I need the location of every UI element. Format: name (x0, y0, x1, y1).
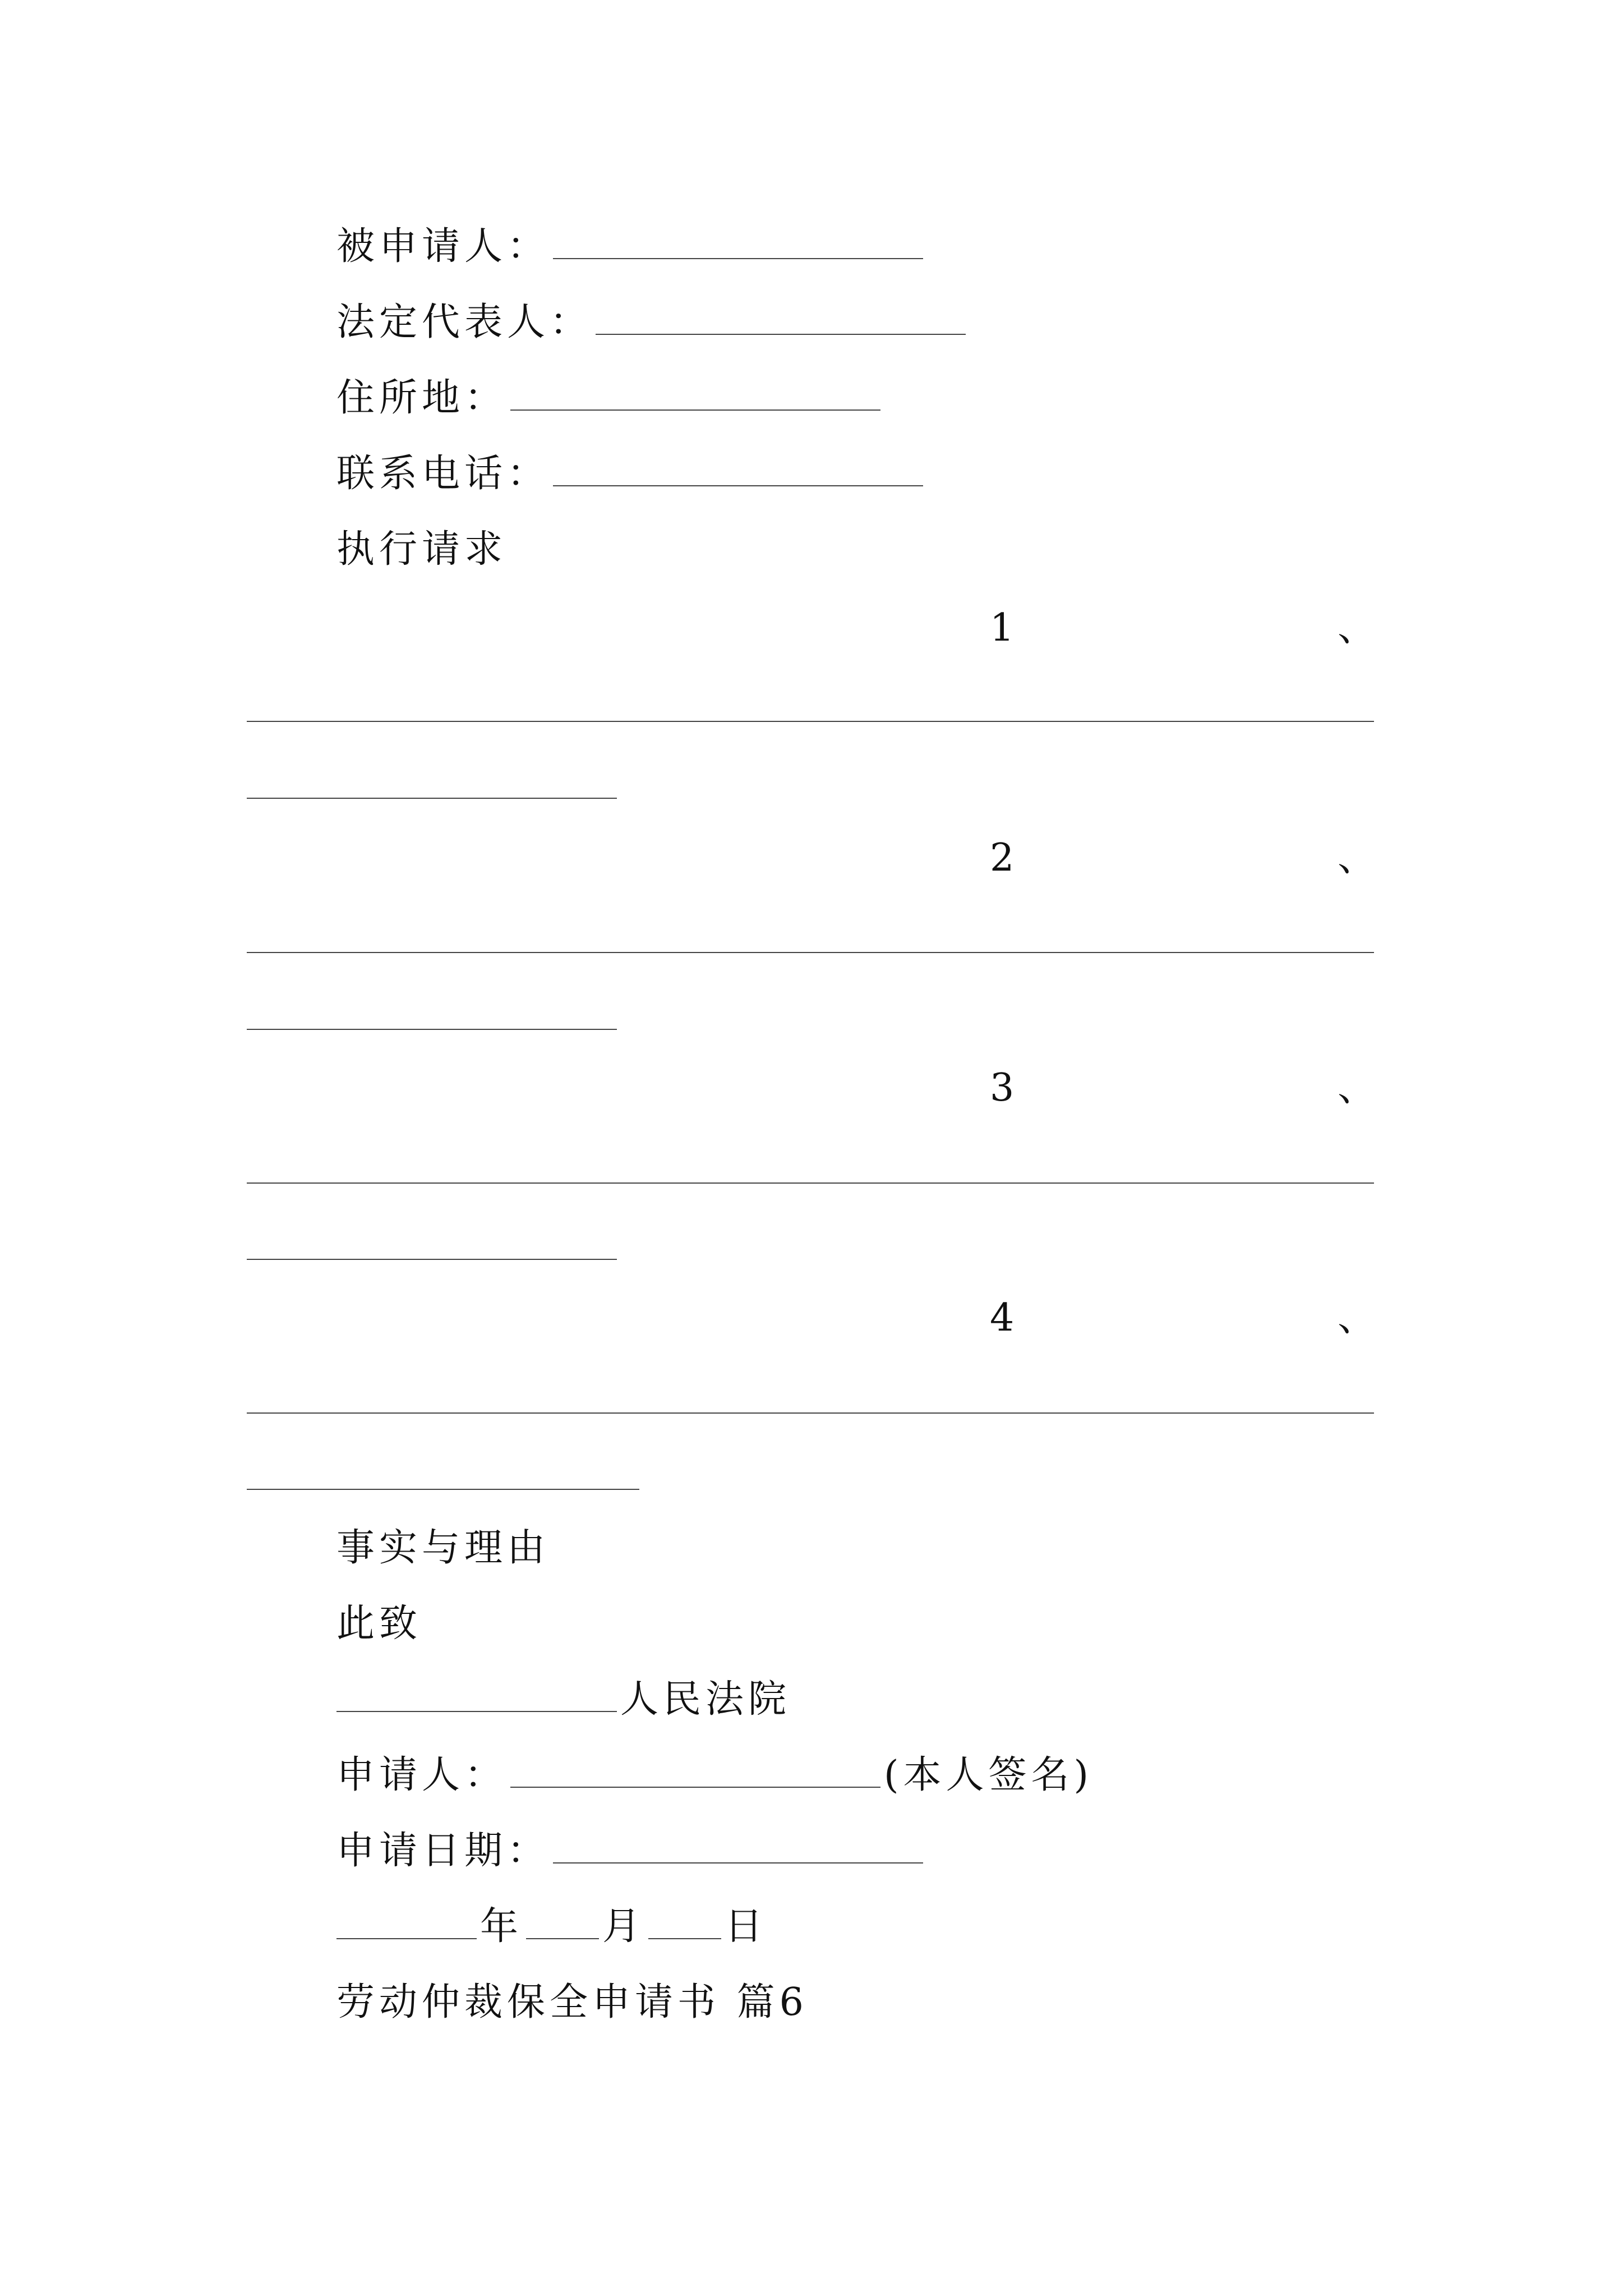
legal-rep-line (336, 297, 969, 348)
phone-blank (553, 452, 923, 486)
month-label: 月 (602, 1904, 645, 1949)
respondent-label: 被申请人： (336, 224, 550, 269)
request-separator: 、 (1338, 1296, 1376, 1340)
request-rule-full (247, 1412, 1374, 1414)
applicant-blank (510, 1753, 880, 1788)
respondent-blank (553, 224, 923, 259)
applicant-note: (本人签名) (884, 1753, 1094, 1797)
court-blank (336, 1677, 617, 1712)
requests-heading: 执行请求 (336, 527, 508, 572)
court-line (336, 1674, 791, 1725)
apply-date-label: 申请日期： (336, 1829, 550, 1873)
request-number: 2 (990, 836, 1015, 880)
request-rule-short (247, 798, 617, 799)
year-label: 年 (480, 1904, 523, 1949)
day-label: 日 (725, 1904, 768, 1949)
request-number: 1 (990, 606, 1015, 650)
request-separator: 、 (1338, 606, 1376, 650)
apply-date-line (336, 1826, 926, 1876)
court-suffix: 人民法院 (620, 1677, 791, 1722)
applicant-label: 申请人： (336, 1753, 508, 1797)
request-number: 3 (990, 1066, 1015, 1110)
apply-date-blank (553, 1829, 923, 1864)
request-rule-full (247, 721, 1374, 722)
request-rule-short (247, 1259, 617, 1260)
legal-rep-label: 法定代表人： (336, 300, 593, 344)
phone-label: 联系电话： (336, 452, 550, 496)
request-rule-short (247, 1029, 617, 1030)
date-line (336, 1902, 767, 1952)
address-label: 住所地： (336, 376, 508, 420)
request-rule-full (247, 1182, 1374, 1184)
next-section-title: 劳动仲裁保全申请书 篇6 (336, 1980, 808, 2024)
legal-rep-blank (596, 300, 966, 335)
applicant-line (336, 1750, 1093, 1801)
day-blank (648, 1904, 721, 1939)
month-blank (526, 1904, 599, 1939)
request-rule-short (247, 1489, 639, 1490)
year-blank (336, 1904, 477, 1939)
request-separator: 、 (1338, 836, 1376, 880)
closing: 此致 (336, 1602, 422, 1646)
address-line (336, 373, 884, 424)
facts-heading: 事实与理由 (336, 1526, 550, 1570)
respondent-line (336, 222, 926, 272)
phone-line (336, 449, 926, 499)
request-separator: 、 (1338, 1066, 1376, 1110)
request-rule-full (247, 952, 1374, 953)
request-number: 4 (990, 1296, 1015, 1340)
address-blank (510, 376, 880, 411)
